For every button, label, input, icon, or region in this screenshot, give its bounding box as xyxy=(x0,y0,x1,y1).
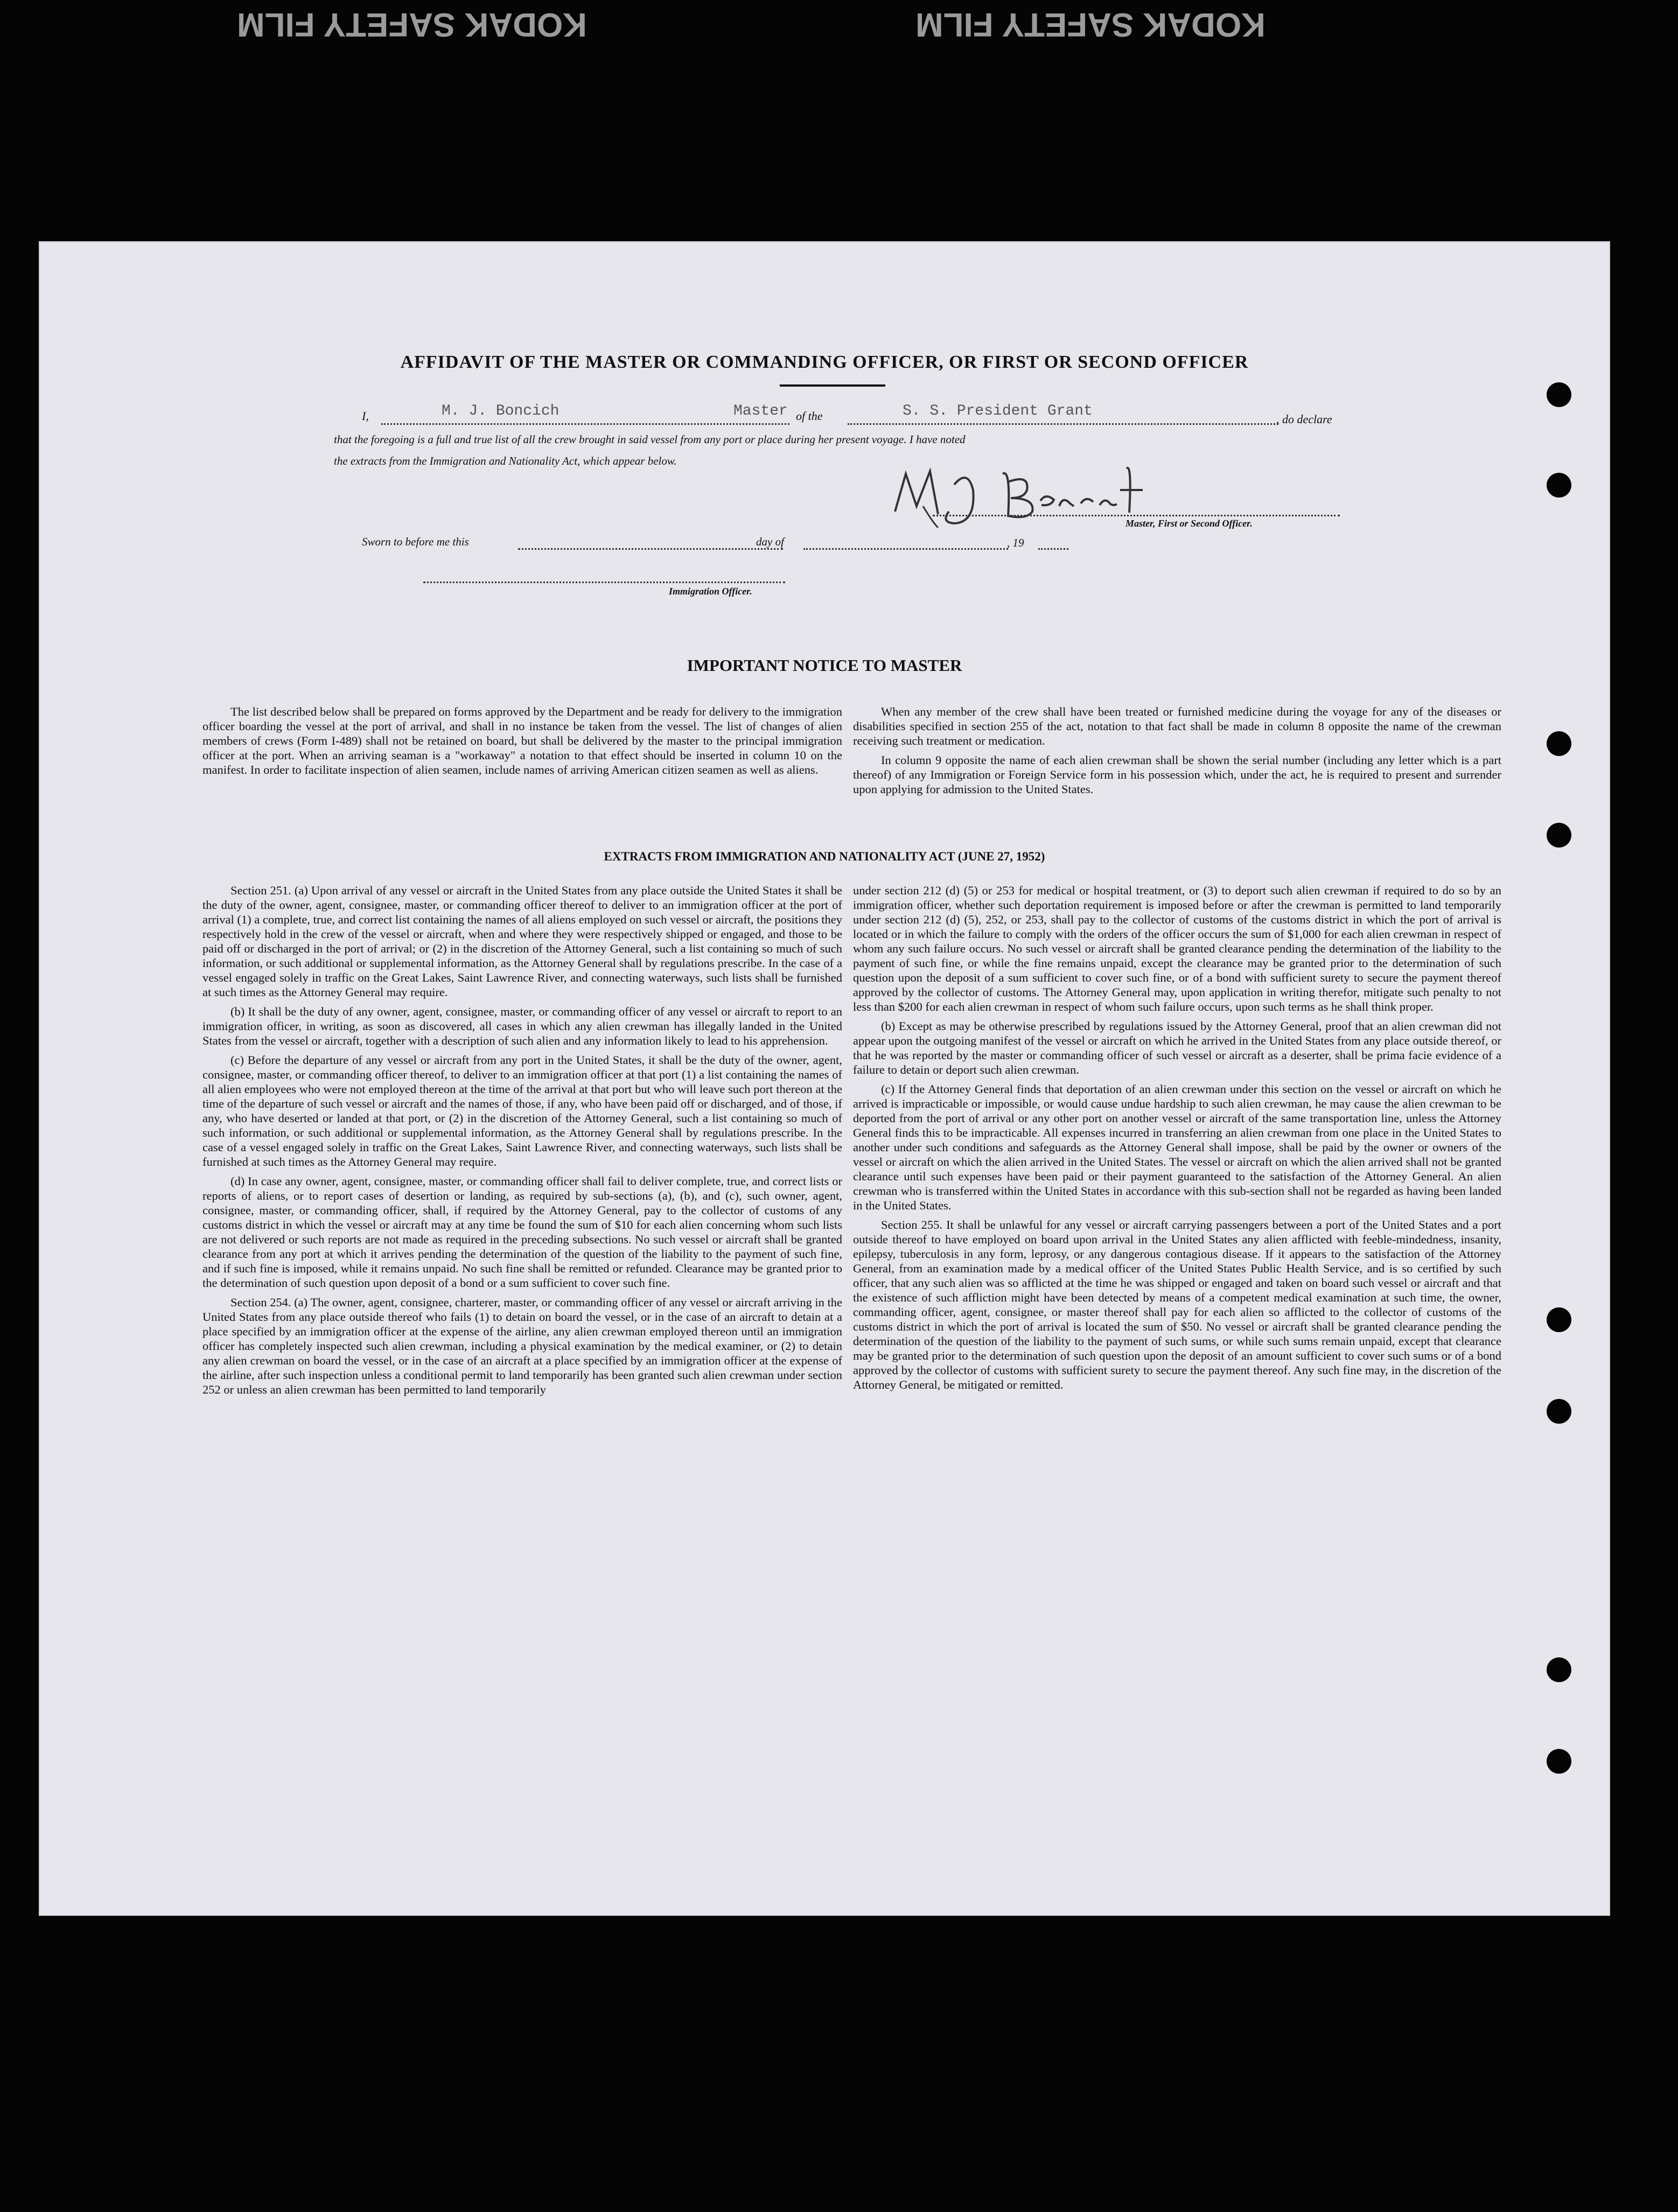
month-blank xyxy=(803,548,1008,550)
section-254-a: Section 254. (a) The owner, agent, consignee, charterer, master, or commanding officer of any vessel or aircraft arriving in the United States from any place outside thereof who fails (1) to detain on board the vessel, or in the case of an aircraft to detain at a place specified by an immigration officer at the expense of the airline, any alien crewman employed thereon until an immigration officer has completely inspected such alien crewman, including a physical examination by the medical examiner, or (2) to detain any alien crewman on board the vessel, or in the case of an aircraft at a place specified by an immigration officer at the expense of the airline, after such inspection unless a conditional permit to land temporarily has been granted such alien crewman under section 252 or unless an alien crewman has been permitted to land temporarily xyxy=(202,1296,842,1396)
section-251-d: (d) In case any owner, agent, consignee, master, or commanding officer shall fail to deliver complete, true, and correct lists or reports of aliens, or to report cases of desertion or landing, as required by sub-sections (a), (b), and (c), such owner, agent, consignee, master, or commanding officer, shall, if required by the Attorney General, pay to the collector of customs of any customs district in which the vessel or aircraft may at any time be found the sum of $10 for each alien concerning whom such lists are not delivered or such reports are not made as required in the preceding subsections. No such vessel or aircraft shall be granted clearance from any port at which it arrives pending the determination of the question of the liability to the payment of such fine, and if such fine is imposed, while it remains unpaid. No such fine shall be remitted or refunded. Clearance may be granted prior to the determination of such question upon deposit of a bond or a sum sufficient to cover such fine. xyxy=(202,1174,842,1290)
notice-right-column xyxy=(853,704,1501,801)
punch-hole xyxy=(1547,1749,1571,1774)
vessel-blank xyxy=(848,423,1278,425)
film-edge-markings xyxy=(0,0,1678,65)
notice-title: IMPORTANT NOTICE TO MASTER xyxy=(687,656,962,675)
extracts-left-column xyxy=(202,883,842,1402)
title-rule xyxy=(780,384,885,387)
punch-hole xyxy=(1547,1307,1571,1332)
vessel-name: S. S. President Grant xyxy=(903,403,1093,419)
document-page xyxy=(39,241,1610,1916)
punch-hole xyxy=(1547,473,1571,498)
notice-right-paragraph-2: In column 9 opposite the name of each alien crewman shall be shown the serial number (including any letter which is a part thereof) of any Immigration or Foreign Service form in his possession which, under the act, he is required to present and surrender upon applying for admission to the United States. xyxy=(853,753,1501,796)
section-251-c: (c) Before the departure of any vessel or aircraft from any port in the United States, it shall be the duty of the owner, agent, consignee, master, or commanding officer thereof, to deliver to an immigration officer at that port (1) a list containing the names of all alien employees who were not employed thereon at the time of the arrival at that port but who will leave such port thereon at the time of the departure of such vessel or aircraft and the names of those, if any, who have been paid off or discharged, and of those, if any, who have deserted or landed at that port, or (2) in the discretion of the Attorney General, such a list containing so much of such information, or such additional or supplemental information, as the Attorney General shall by regulations prescribe. In the case of a vessel engaged solely in traffic on the Great Lakes, Saint Lawrence River, and connecting waterways, such lists shall be furnished at such times as the Attorney General may require. xyxy=(202,1053,842,1168)
punch-hole xyxy=(1547,823,1571,848)
officer-caption: Immigration Officer. xyxy=(669,586,752,597)
of-the-label: of the xyxy=(796,409,823,423)
do-declare: , do declare xyxy=(1276,412,1332,426)
extracts-right-column xyxy=(853,883,1501,1397)
name-blank xyxy=(381,423,789,425)
year-label: , 19 xyxy=(1007,536,1024,549)
declaration-line-2: that the foregoing is a full and true list of all the crew brought in said vessel from any port or place during her present voyage. I have noted xyxy=(334,433,966,446)
extracts-title: EXTRACTS FROM IMMIGRATION AND NATIONALITY ACT (JUNE 27, 1952) xyxy=(604,850,1045,863)
year-blank xyxy=(1038,548,1068,550)
punch-hole xyxy=(1547,731,1571,756)
affidavit-title: AFFIDAVIT OF THE MASTER OR COMMANDING OFFICER, OR FIRST OR SECOND OFFICER xyxy=(400,352,1249,372)
punch-hole xyxy=(1547,382,1571,407)
master-name: M. J. Boncich xyxy=(442,403,560,419)
punch-hole xyxy=(1547,1657,1571,1682)
section-251-a: Section 251. (a) Upon arrival of any vessel or aircraft in the United States from any place outside the United States it shall be the duty of the owner, agent, consignee, master, or commanding officer thereof to deliver to an immigration officer at the port of arrival (1) a complete, true, and correct list containing the names of all aliens employed on such vessel or aircraft, the positions they respectively hold in the crew of the vessel or aircraft, when and where they were respectively shipped or engaged, and those to be paid off or discharged in the port of arrival; or (2) in the discretion of the Attorney General, such a list containing so much of such information, or such additional or supplemental information, as the Attorney General shall by regulations prescribe. In the case of a vessel engaged solely in traffic on the Great Lakes, Saint Lawrence River, and connecting waterways, such lists shall be furnished at such times as the Attorney General may require. xyxy=(202,884,842,999)
signature-caption: Master, First or Second Officer. xyxy=(1125,518,1253,529)
rank: Master xyxy=(733,403,788,419)
section-254-a-continued: under section 212 (d) (5) or 253 for medical or hospital treatment, or (3) to deport such alien crewman if required to do so by an immigration officer, whether such deportation requirement is imposed before or after the crewman is permitted to land temporarily under section 212 (d) (5), 252, or 253, shall pay to the collector of customs of the customs district in which the port of arrival is located or in which the failure to comply with the orders of the officer occurs the sum of $1,000 for each alien crewman in respect of whom any such failure occurs. No such vessel or aircraft shall be granted clearance pending the determination of the liability to the payment of such fine, or while the fine remains unpaid, except the clearance may be granted prior to the determination of such question upon the deposit of a sum sufficient to cover such fine, or of a bond with sufficient surety to secure the payment thereof approved by the collector of customs. The Attorney General may, upon application in writing therefor, mitigate such penalty to not less than $200 for each alien crewman in respect of whom such failure occurs, upon such terms as he shall think proper. xyxy=(853,884,1501,1013)
sworn-day-blank xyxy=(518,548,783,550)
sworn-label: Sworn to before me this xyxy=(362,535,469,548)
declaration-prefix: I, xyxy=(362,409,369,423)
section-251-b: (b) It shall be the duty of any owner, agent, consignee, master, or commanding officer of any vessel or aircraft to report to an immigration officer, in writing, as soon as discovered, all cases in which any alien crewman has illegally landed in the United States from the vessel or aircraft, together with a description of such alien and any information likely to lead to his apprehension. xyxy=(202,1005,842,1047)
declaration-line-3: the extracts from the Immigration and Nationality Act, which appear below. xyxy=(334,454,677,467)
notice-left-column xyxy=(202,704,842,782)
day-of-label: day of xyxy=(756,535,784,548)
notice-left-paragraph: The list described below shall be prepared on forms approved by the Department and be ready for delivery to the immigration officer boarding the vessel at the port of arrival, and shall in no instance be taken from the vessel. The list of changes of alien members of crews (Form I-489) shall not be retained on board, but shall be delivered by the master to the principal immigration officer at the port. When an arriving seaman is a "workaway" a notation to that effect should be inserted in column 10 on the manifest. In order to facilitate inspection of alien seamen, include names of arriving American citizen seamen as well as aliens. xyxy=(202,705,842,776)
signature-line xyxy=(933,515,1340,516)
film-edge-text-2: KODAK SAFETY FILM xyxy=(915,6,1266,43)
section-255: Section 255. It shall be unlawful for any vessel or aircraft carrying passengers between a port of the United States and a port outside thereof to have employed on board upon arrival in the United States any alien afflicted with feeble-mindedness, insanity, epilepsy, tuberculosis in any form, leprosy, or any dangerous contagious disease. If it appears to the satisfaction of the Attorney General, from an examination made by a medical officer of the United States Public Health Service, and is so certified by such officer, that any such alien was so afflicted at the time he was shipped or engaged and taken on board such vessel or aircraft and that the existence of such affliction might have been detected by means of a competent medical examination at such time, the owner, commanding officer, agent, consignee, or master thereof shall pay for each alien so afflicted to the collector of customs of the customs district in which the port of arrival is located the sum of $50. No vessel or aircraft shall be granted clearance pending the determination of the question of the liability to the payment of such sums, or while such sums remain unpaid, except that clearance may be granted prior to the determination of such question upon the deposit of an amount sufficient to cover such sums or of a bond approved by the collector of customs with sufficient surety to secure the payment thereof. Any such fine may, in the discretion of the Attorney General, be mitigated or remitted. xyxy=(853,1218,1501,1391)
section-254-c: (c) If the Attorney General finds that deportation of an alien crewman under this section on the vessel or aircraft on which he arrived is impracticable or impossible, or would cause undue hardship to such alien crewman, he may cause the alien crewman to be deported from the port of arrival or any other port on another vessel or aircraft of the same transportation line, unless the Attorney General finds this to be impracticable. All expenses incurred in transferring an alien crewman from one place in the United States to another under such conditions and safeguards as the Attorney General shall impose, shall be paid by the owner or owners of the vessel or aircraft on which the alien arrived in the United States. The vessel or aircraft on which the alien arrived shall not be granted clearance until such expenses have been paid or their payment guaranteed to the satisfaction of the Attorney General. An alien crewman who is transferred within the United States in accordance with this sub-section shall not be regarded as having been landed in the United States. xyxy=(853,1082,1501,1212)
section-254-b: (b) Except as may be otherwise prescribed by regulations issued by the Attorney General, proof that an alien crewman did not appear upon the outgoing manifest of the vessel or aircraft on which he arrived in the United States from any place outside thereof, or that he was reported by the master or commanding officer of such vessel or aircraft as a deserter, shall be prima facie evidence of a failure to detain or deport such alien crewman. xyxy=(853,1019,1501,1076)
notice-right-paragraph-1: When any member of the crew shall have been treated or furnished medicine during the voyage for any of the diseases or disabilities specified in section 255 of the act, notation to that fact shall be made in column 8 opposite the name of the crewman receiving such treatment or medication. xyxy=(853,705,1501,747)
officer-signature-line xyxy=(423,582,785,583)
punch-hole xyxy=(1547,1399,1571,1424)
film-edge-text: KODAK SAFETY FILM xyxy=(237,6,587,43)
master-signature xyxy=(873,452,1229,528)
